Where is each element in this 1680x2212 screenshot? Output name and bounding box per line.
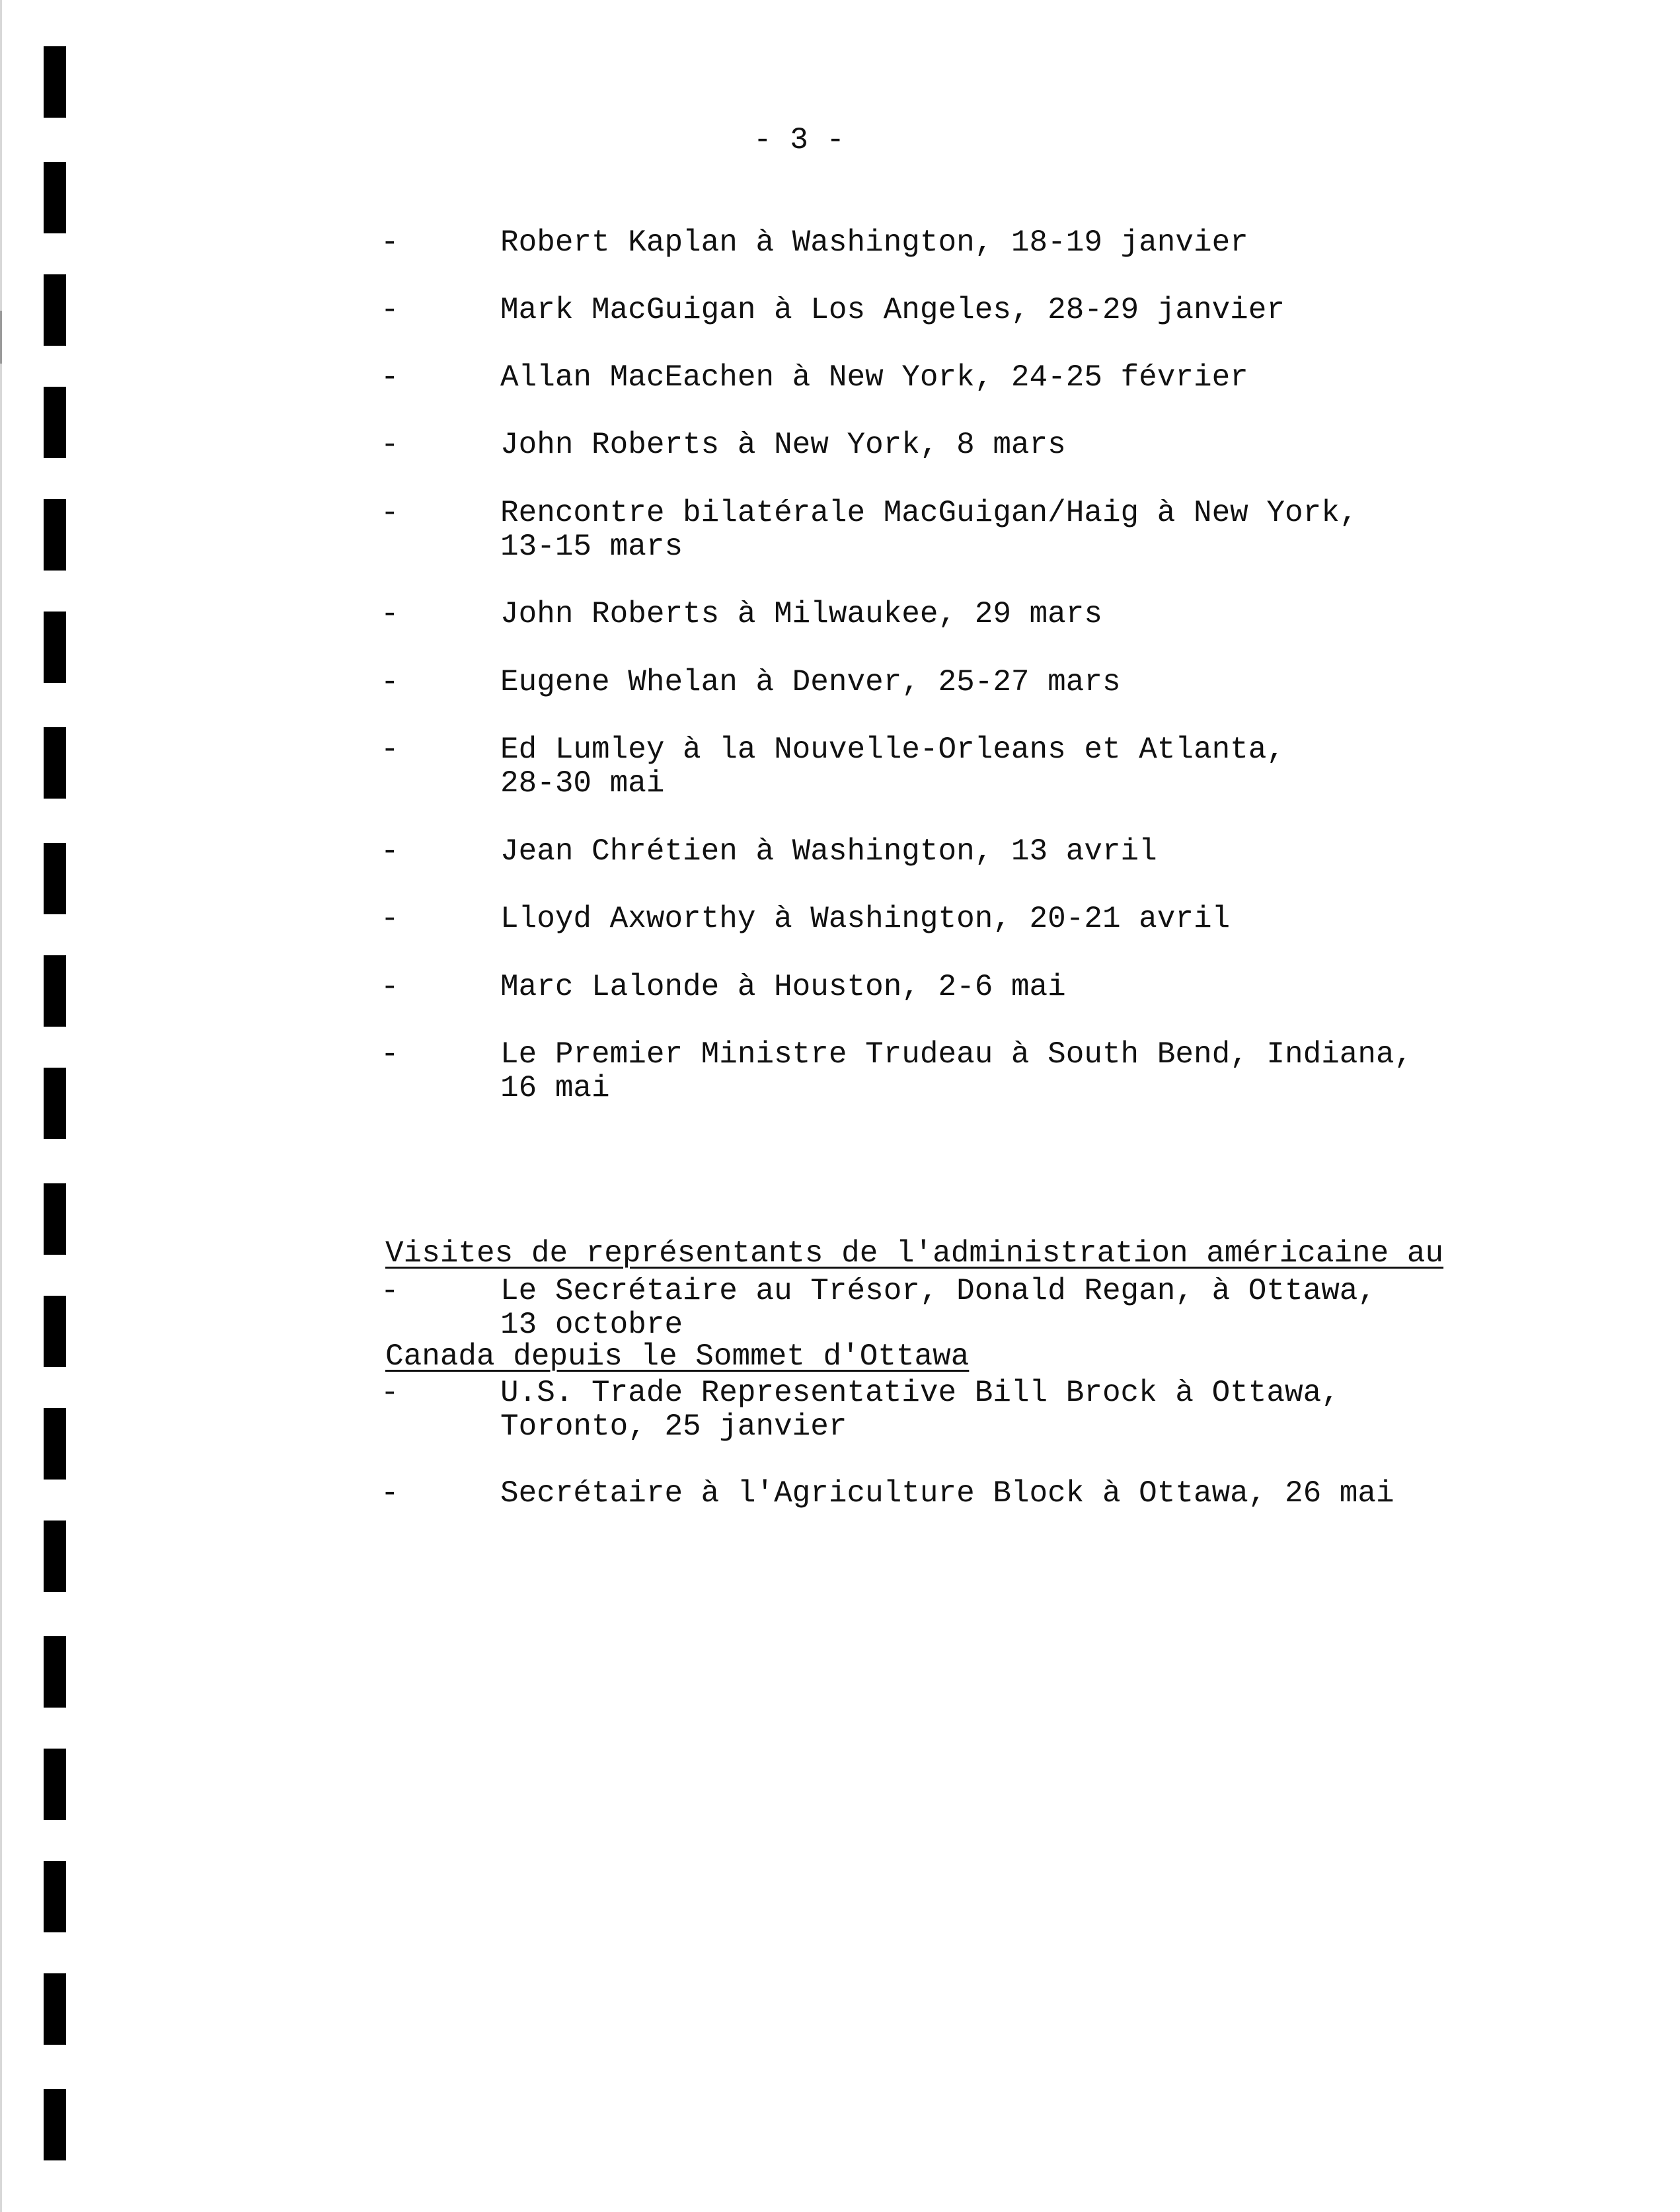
list-item-text: Le Premier Ministre Trudeau à South Bend, Indiana, [500, 1037, 1413, 1072]
punch-mark [44, 2089, 66, 2160]
binder-punch-marks [44, 0, 67, 2212]
list-dash: - [381, 496, 399, 530]
list-item-text: John Roberts à New York, 8 mars [500, 428, 1066, 462]
section-heading-line: Canada depuis le Sommet d'Ottawa [385, 1339, 970, 1374]
punch-mark [44, 274, 66, 346]
punch-mark [44, 1068, 66, 1139]
punch-mark [44, 1749, 66, 1820]
list-dash: - [381, 1376, 399, 1410]
punch-mark [44, 1296, 66, 1367]
punch-mark [44, 843, 66, 914]
list-item-text: Ed Lumley à la Nouvelle-Orleans et Atlanta, [500, 732, 1285, 767]
punch-mark [44, 1408, 66, 1480]
punch-mark [44, 387, 66, 458]
punch-mark [44, 162, 66, 233]
section-heading-line: Visites de représentants de l'administration américaine au [385, 1236, 1444, 1271]
list-item-text: Eugene Whelan à Denver, 25-27 mars [500, 665, 1121, 699]
list-item-text: 16 mai [500, 1071, 610, 1105]
punch-mark [44, 1636, 66, 1708]
punch-mark [44, 46, 66, 118]
list-dash: - [381, 1274, 399, 1308]
list-item-text: Allan MacEachen à New York, 24-25 février [500, 360, 1248, 395]
punch-mark [44, 612, 66, 683]
list-item-text: John Roberts à Milwaukee, 29 mars [500, 597, 1102, 631]
list-dash: - [381, 902, 399, 936]
punch-mark [44, 1521, 66, 1592]
punch-mark [44, 955, 66, 1027]
punch-mark [44, 1183, 66, 1255]
list-item-text: 13 octobre [500, 1308, 683, 1342]
list-item-text: Mark MacGuigan à Los Angeles, 28-29 janvier [500, 293, 1285, 327]
list-item-text: Le Secrétaire au Trésor, Donald Regan, à Ottawa, [500, 1274, 1377, 1308]
list-dash: - [381, 834, 399, 869]
list-item-text: Jean Chrétien à Washington, 13 avril [500, 834, 1157, 869]
list-dash: - [381, 597, 399, 631]
punch-mark [44, 727, 66, 799]
list-item-text: Robert Kaplan à Washington, 18-19 janvier [500, 225, 1248, 260]
punch-mark [44, 499, 66, 571]
list-item-text: Rencontre bilatérale MacGuigan/Haig à New York, [500, 496, 1358, 530]
list-dash: - [381, 1037, 399, 1072]
list-dash: - [381, 360, 399, 395]
punch-mark [44, 1973, 66, 2045]
punch-mark [44, 1861, 66, 1932]
list-dash: - [381, 665, 399, 699]
binding-edge-mark [0, 311, 2, 364]
list-item-text: Toronto, 25 janvier [500, 1409, 847, 1444]
list-dash: - [381, 428, 399, 462]
list-dash: - [381, 970, 399, 1004]
list-item-text: U.S. Trade Representative Bill Brock à Ottawa, [500, 1376, 1340, 1410]
list-dash: - [381, 225, 399, 260]
list-dash: - [381, 293, 399, 327]
page-number: - 3 - [753, 123, 845, 157]
list-item-text: Lloyd Axworthy à Washington, 20-21 avril [500, 902, 1231, 936]
list-item-text: 13-15 mars [500, 530, 683, 564]
list-item-text: 28-30 mai [500, 766, 665, 801]
list-dash: - [381, 732, 399, 767]
list-item-text: Marc Lalonde à Houston, 2-6 mai [500, 970, 1066, 1004]
list-dash: - [381, 1476, 399, 1511]
list-item-text: Secrétaire à l'Agriculture Block à Ottawa, 26 mai [500, 1476, 1394, 1511]
